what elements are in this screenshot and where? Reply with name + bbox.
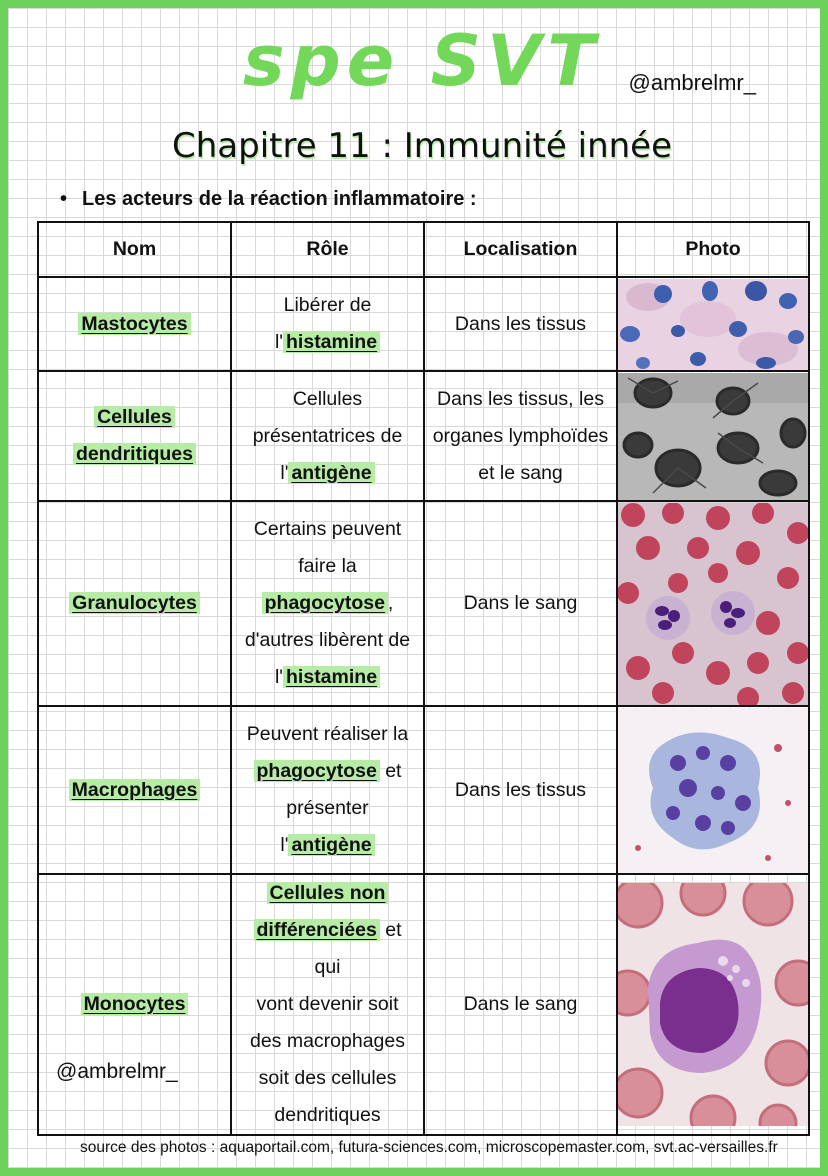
table-row (38, 371, 809, 501)
role-text: Cellules (292, 387, 363, 410)
name-highlight: Cellules (94, 406, 175, 428)
photo-source-footer: source des photos : aquaportail.com, futura-sciences.com, microscopemaster.com, svt.ac-versailles.fr (80, 1139, 778, 1156)
mastocytes-micrograph (618, 279, 808, 370)
bullet: • (60, 188, 68, 210)
role-highlight: phagocytose (262, 592, 388, 614)
cell-name (38, 706, 231, 874)
cell-name (38, 874, 231, 1135)
name-highlight: Granulocytes (69, 592, 200, 614)
cell-location: Dans les tissus (424, 706, 617, 874)
cell-name (38, 371, 231, 501)
cell-location: Dans le sang (424, 501, 617, 706)
role-text: , (387, 592, 394, 614)
macrophages-micrograph (618, 708, 808, 873)
role-text: et (379, 760, 402, 782)
cell-role (231, 874, 424, 1135)
chapter-title: Chapitre 11 : Immunité innée (171, 126, 673, 166)
role-text: faire la (298, 555, 357, 577)
column-header-nom: Nom (38, 222, 231, 277)
role-text: Peuvent réaliser la (246, 723, 409, 745)
role-text: des macrophages (249, 1030, 405, 1052)
cell-location: Dans les tissus (424, 277, 617, 371)
role-text: Libérer de (283, 294, 372, 316)
table-row (38, 706, 809, 874)
role-text: Certains peuvent (253, 518, 402, 540)
role-highlight: histamine (283, 331, 380, 353)
name-highlight: Mastocytes (78, 313, 190, 335)
role-text: soit des cellules (258, 1067, 397, 1089)
cell-location (424, 371, 617, 501)
cell-photo (617, 874, 809, 1135)
role-text: l' (280, 834, 289, 856)
role-text: d'autres libèrent de (244, 629, 411, 651)
location-text: organes lymphoïdes (432, 424, 609, 447)
cell-photo (617, 277, 809, 371)
table-row (38, 277, 809, 371)
monocyte-micrograph (618, 883, 808, 1126)
header-title: spe SVT (243, 20, 601, 102)
role-text: l' (280, 461, 289, 484)
name-highlight: Macrophages (69, 779, 201, 801)
cell-role (231, 706, 424, 874)
table-row (38, 501, 809, 706)
column-header-role: Rôle (231, 222, 424, 277)
cell-role (231, 277, 424, 371)
role-highlight: phagocytose (254, 760, 380, 782)
dendritic-cells-micrograph (618, 373, 808, 500)
section-heading (60, 188, 477, 211)
author-handle-bottom: @ambrelmr_ (56, 1060, 178, 1083)
author-handle: @ambrelmr_ (628, 70, 756, 95)
table-row (38, 874, 809, 1135)
granulocytes-micrograph (618, 503, 808, 705)
location-text: Dans les tissus, les (437, 387, 604, 410)
location-text: et le sang (478, 461, 563, 484)
cell-location: Dans le sang (424, 874, 617, 1135)
role-text: présenter (286, 797, 369, 819)
cell-photo (617, 501, 809, 706)
role-text: et qui (314, 919, 402, 978)
cell-name (38, 277, 231, 371)
role-text: vont devenir soit (256, 993, 399, 1015)
section-heading-text: Les acteurs de la réaction inflammatoire : (82, 188, 477, 210)
actors-table (37, 221, 810, 1136)
role-text: dendritiques (274, 1104, 381, 1126)
role-text: présentatrices de (252, 424, 403, 447)
column-header-photo: Photo (617, 222, 809, 277)
role-highlight: différenciées (254, 919, 380, 941)
table-header-row (38, 222, 809, 277)
cell-photo (617, 706, 809, 874)
role-highlight: antigène (288, 462, 374, 484)
role-highlight: antigène (288, 834, 374, 856)
role-text: l' (274, 331, 284, 353)
cell-name (38, 501, 231, 706)
column-header-localisation: Localisation (424, 222, 617, 277)
cell-role (231, 501, 424, 706)
cell-role (231, 371, 424, 501)
name-highlight: dendritiques (73, 443, 196, 465)
role-text: l' (274, 666, 284, 688)
role-highlight: histamine (283, 666, 380, 688)
cell-photo (617, 371, 809, 501)
name-highlight: Monocytes (81, 993, 189, 1015)
role-highlight: Cellules non (267, 882, 389, 904)
